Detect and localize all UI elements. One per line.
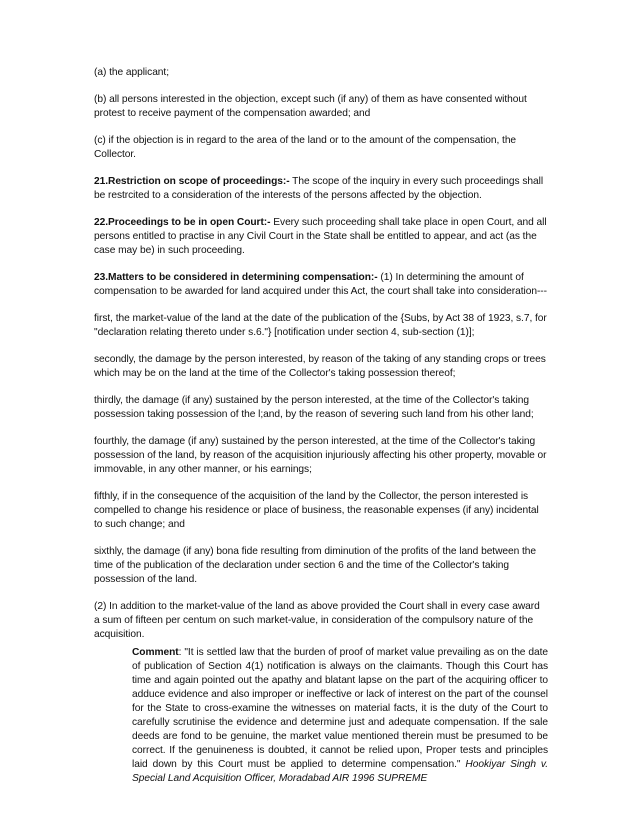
comment-citation: Hookiyar Singh v. Special Land Acquisition Officer, Moradabad AIR 1996 SUPREME — [132, 759, 548, 784]
clause-c: (c) if the objection is in regard to the area of the land or to the amount of the compensation, the Collector. — [94, 135, 517, 160]
section-23-text: (1) In determining the amount of compensation to be awarded for land acquired under this Act, the court shall take into consideration--- — [94, 272, 547, 297]
section-22 — [94, 216, 548, 258]
subsection-2: (2) In addition to the market-value of the land as above provided the Court shall in every case award a sum of fifteen per centum on such market-value, in consideration of the compulsory nature of the acquisition. — [94, 601, 540, 640]
item-thirdly: thirdly, the damage (if any) sustained by the person interested, at the time of the Collector's taking possession taking possession of the l;and, by the reason of severing such land from his other land; — [94, 395, 534, 420]
item-sixthly: sixthly, the damage (if any) bona fide resulting from diminution of the profits of the land between the time of the publication of the declaration under section 6 and the time of the Collector's taking possession of the land. — [94, 546, 537, 585]
section-23 — [94, 271, 548, 299]
section-22-text: Every such proceeding shall take place in open Court, and all persons entitled to practise in any Civil Court in the State shall be entitled to appear, and act (as the case may be) in such proceeding. — [94, 217, 547, 256]
item-secondly: secondly, the damage by the person interested, by reason of the taking of any standing crops or trees which may be on the land at the time of the Collector's taking possession thereof; — [94, 354, 546, 379]
section-21-text: The scope of the inquiry in every such proceedings shall be restrcited to a consideration of the interests of the persons affected by the objection. — [94, 176, 544, 201]
section-22-heading: 22.Proceedings to be in open Court:- — [94, 217, 271, 228]
section-21-heading: 21.Restriction on scope of proceedings:- — [94, 176, 290, 187]
section-21 — [94, 175, 548, 203]
comment-label: Comment — [132, 647, 179, 658]
clause-a: (a) the applicant; — [94, 67, 169, 78]
item-first: first, the market-value of the land at the date of the publication of the {Subs, by Act 38 of 1923, s.7, for "declaration relating thereto under s.6."} [notification under section 4, sub-section (1)]; — [94, 313, 547, 338]
section-23-heading: 23.Matters to be considered in determining compensation:- — [94, 272, 378, 283]
comment-text: : "It is settled law that the burden of proof of market value prevailing as on the date of publication of Section 4(1) notification is always on the claimants. Though this Court has time and again pointed out the apathy and blatant lapse on the part of the acquiring officer to adduce evidence and also improper or ineffective or lack of interest on the part of the counsel for the State to cross-examine the witnesses on material facts, it is the duty of the Court to carefully scrutinise the evidence and determine just and adequate compensation. If the sale deeds are fond to be genuine, the market value mentioned therein must be presumed to be correct. If the genuineness is doubted, it cannot be relied upon, Proper tests and principles laid down by this Court must be applied to determine compensation." — [132, 647, 548, 770]
comment-block — [132, 646, 548, 786]
clause-b: (b) all persons interested in the objection, except such (if any) of them as have consented without protest to receive payment of the compensation awarded; and — [94, 94, 527, 119]
item-fourthly: fourthly, the damage (if any) sustained by the person interested, at the time of the Collector's taking possession of the land, by reason of the acquisition injuriously affecting his other property, movable or immovable, in any other manner, or his earnings; — [94, 436, 547, 475]
item-fifthly: fifthly, if in the consequence of the acquisition of the land by the Collector, the person interested is compelled to change his residence or place of business, the reasonable expenses (if any) incidental to such change; and — [94, 491, 539, 530]
